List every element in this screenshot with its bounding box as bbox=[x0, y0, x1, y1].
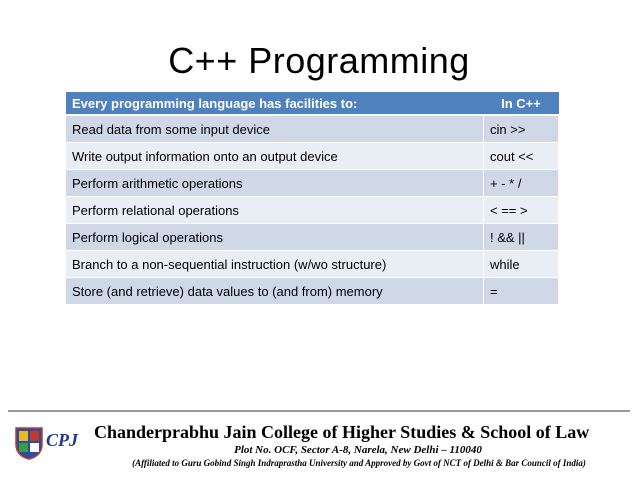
row-feature: Perform arithmetic operations bbox=[66, 170, 484, 197]
row-feature: Write output information onto an output device bbox=[66, 143, 484, 170]
table-row bbox=[66, 278, 559, 305]
header-cpp: In C++ bbox=[484, 92, 559, 115]
slide-title: C++ Programming bbox=[168, 40, 470, 81]
college-logo bbox=[12, 420, 84, 470]
row-cpp: cout << bbox=[484, 143, 559, 170]
table-row bbox=[66, 224, 559, 251]
college-affiliation: (Affiliated to Guru Gobind Singh Indraprastha University and Approved by Govt of NCT of Delhi & Bar Council of India) bbox=[132, 458, 586, 468]
features-table bbox=[66, 92, 559, 305]
table-row bbox=[66, 251, 559, 278]
college-footer bbox=[8, 418, 630, 474]
college-name: Chanderprabhu Jain College of Higher Studies & School of Law bbox=[94, 422, 590, 442]
row-cpp: + - * / bbox=[484, 170, 559, 197]
table-row bbox=[66, 143, 559, 170]
row-feature: Store (and retrieve) data values to (and from) memory bbox=[66, 278, 484, 305]
table-header-row bbox=[66, 92, 559, 115]
row-cpp: cin >> bbox=[484, 115, 559, 143]
row-feature: Read data from some input device bbox=[66, 115, 484, 143]
row-cpp: = bbox=[484, 278, 559, 305]
college-address: Plot No. OCF, Sector A-8, Narela, New Delhi – 110040 bbox=[234, 444, 482, 456]
row-feature: Branch to a non-sequential instruction (w/wo structure) bbox=[66, 251, 484, 278]
row-feature: Perform relational operations bbox=[66, 197, 484, 224]
row-cpp: < == > bbox=[484, 197, 559, 224]
header-feature: Every programming language has facilities to: bbox=[66, 92, 484, 115]
table-row bbox=[66, 170, 559, 197]
shield-icon bbox=[14, 426, 44, 460]
table-row bbox=[66, 115, 559, 143]
logo-text: CPJ bbox=[46, 430, 79, 450]
row-cpp: ! && || bbox=[484, 224, 559, 251]
table-row bbox=[66, 197, 559, 224]
row-feature: Perform logical operations bbox=[66, 224, 484, 251]
row-cpp: while bbox=[484, 251, 559, 278]
footer-divider bbox=[8, 410, 630, 412]
